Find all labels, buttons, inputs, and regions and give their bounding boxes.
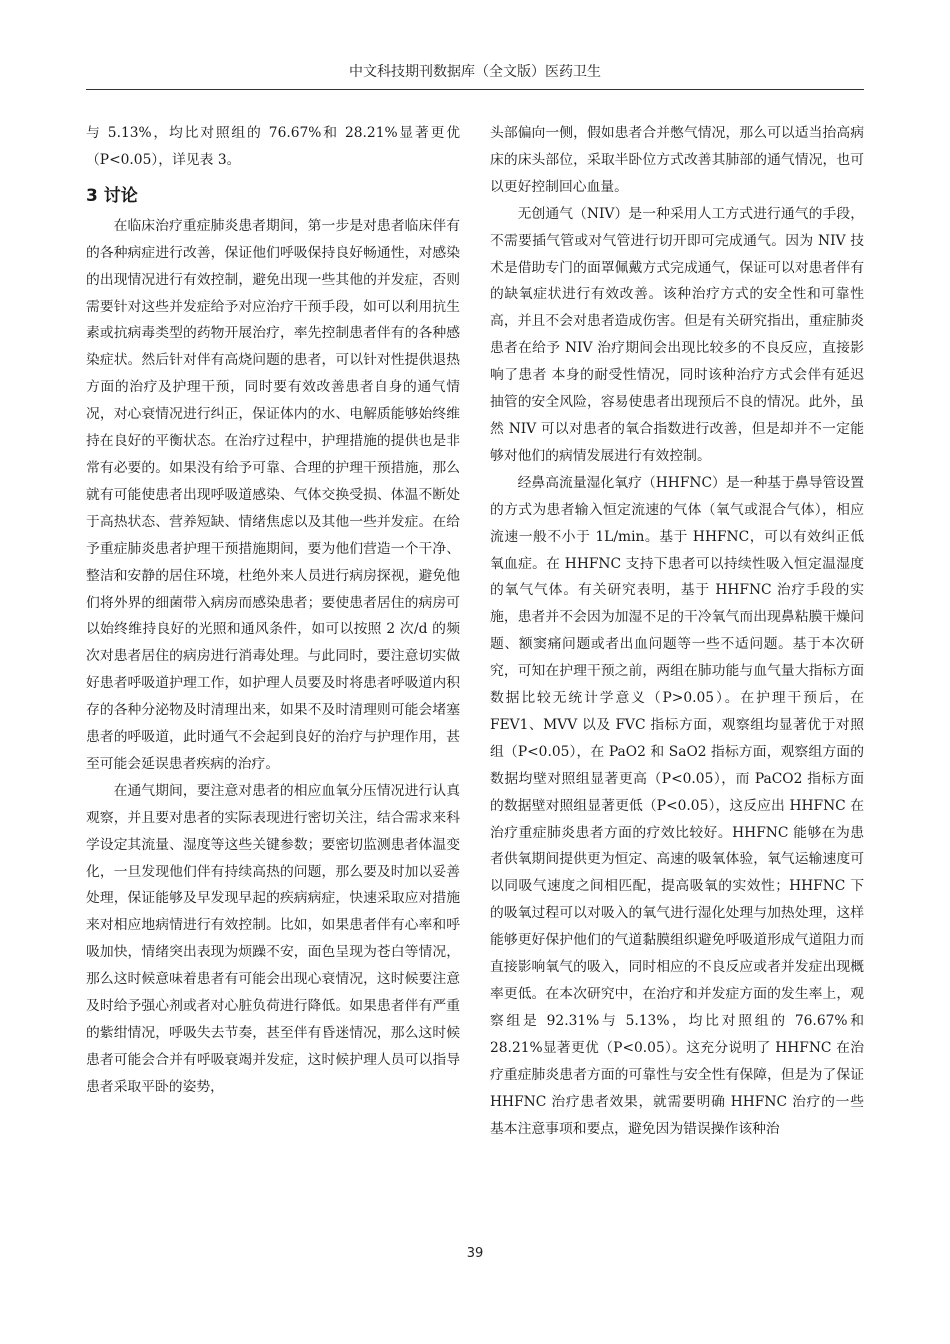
page-number: 39: [466, 1246, 484, 1261]
right-column: [490, 120, 864, 1142]
left-column: [86, 120, 460, 1101]
body-paragraph: 在通气期间，要注意对患者的相应血氧分压情况进行认真观察，并且要对患者的实际表现进行密切关注，结合需求来科学设定其流量、湿度等这些关键参数；要密切监测患者体温变化，一旦发现他们伴有持续高热的问题，那么要及时加以妥善处理，保证能够及早发现早起的疾病病症，快速采取应对措施来对相应地病情进行有效控制。比如，如果患者伴有心率和呼吸加快，情绪突出表现为烦躁不安，面色呈现为苍白等情况，那么这时候意味着患者有可能会出现心衰情况，这时候要注意及时给予强心剂或者对心脏负荷进行降低。如果患者伴有严重的紫绀情况，呼吸失去节奏，甚至伴有昏迷情况，那么这时候患者可能会合并有呼吸衰竭并发症，这时候护理人员可以指导患者采取平卧的姿势，: [86, 782, 460, 1095]
body-paragraph: 经鼻高流量湿化氧疗（HHFNC）是一种基于鼻导管设置的方式为患者输入恒定流速的气体（氧气或混合气体），相应流速一般不小于 1L/min。基于 HHFNC，可以有效纠正低氧血症。在 HHFNC 支持下患者可以持续性吸入恒定温湿度的氧气气体。有关研究表明，基于 HHFNC 治疗手段的实施，患者并不会因为加湿不足的干冷氧气而出现鼻粘膜干燥问题、额窦痛问题或者出血问题等一些不适问题。基于本次研究，可知在护理干预之前，两组在肺功能与血气量大指标方面数据比较无统计学意义（P>0.05）。在护理干预后，在 FEV1、MVV 以及 FVC 指标方面，观察组均显著优于对照组（P<0.05），在 PaO2 和 SaO2 指标方面，观察组方面的数据均壁对照组显著更高（P<0.05），而 PaCO2 指标方面的数据壁对照组显著更低（P<0.05），这反应出 HHFNC 在治疗重症肺炎患者方面的疗效比较好。HHFNC 能够在为患者供氧期间提供更为恒定、高速的吸氧体验，氧气运输速度可以同吸气速度之间相匹配，提高吸氧的实效性；HHFNC 下的吸氧过程可以对吸入的氧气进行湿化处理与加热处理，这样能够更好保护他们的气道黏膜组织避免呼吸道形成气道阻力而直接影响氧气的吸入，同时相应的不良反应或者并发症出现概率更低。在本次研究中，在治疗和并发症方面的发生率上，观察组是 92.31%与 5.13%，均比对照组的 76.67%和 28.21%显著更优（P<0.05）。这充分说明了 HHFNC 在治疗重症肺炎患者方面的可靠性与安全性有保障，但是为了保证 HHFNC 治疗患者效果，就需要明确 HHFNC 治疗的一些基本注意事项和要点，避免因为错误操作该种治: [490, 474, 864, 1137]
body-paragraph: 在临床治疗重症肺炎患者期间，第一步是对患者临床伴有的各种病症进行改善，保证他们呼吸保持良好畅通性，对感染的出现情况进行有效控制，避免出现一些其他的并发症，否则需要针对这些并发症给予对应治疗干预手段，如可以利用抗生素或抗病毒类型的药物开展治疗，率先控制患者伴有的各种感染症状。然后针对伴有高烧问题的患者，可以针对性提供退热方面的治疗及护理干预，同时要有效改善患者自身的通气情况，对心衰情况进行纠正，保证体内的水、电解质能够始终维持在良好的平衡状态。在治疗过程中，护理措施的提供也是非常有必要的。如果没有给予可靠、合理的护理干预措施，那么就有可能使患者出现呼吸道感染、气体交换受损、体温不断处于高热状态、营养短缺、情绪焦虑以及其他一些并发症。在给予重症肺炎患者护理干预措施期间，要为他们营造一个干净、整洁和安静的居住环境，杜绝外来人员进行病房探视，避免他们将外界的细菌带入病房而感染患者；要使患者居住的病房可以始终维持良好的光照和通风条件，如可以按照 2 次/d 的频次对患者居住的病房进行消毒处理。与此同时，要注意切实做好患者呼吸道护理工作，如护理人员要及时将患者呼吸道内积存的各种分泌物及时清理出来，如果不及时清理则可能会堵塞患者的呼吸道，此时通气不会起到良好的治疗与护理作用，甚至可能会延误患者疾病的治疗。: [86, 217, 460, 772]
continuation-paragraph: 头部偏向一侧，假如患者合并憋气情况，那么可以适当抬高病床的床头部位，采取半卧位方式改善其肺部的通气情况，也可以更好控制回心血量。: [490, 125, 864, 195]
body-paragraph: 无创通气（NIV）是一种采用人工方式进行通气的手段，不需要插气管或对气管进行切开即可完成通气。因为 NIV 技术是借助专门的面罩佩戴方式完成通气，保证可以对患者伴有的缺氧症状进行有效改善。该种治疗方式的安全性和可靠性高，并且不会对患者造成伤害。但是有关研究指出，重症肺炎患者在给予 NIV 治疗期间会出现比较多的不良反应，直接影响了患者 本身的耐受性情况，同时该种治疗方式会伴有延迟抽管的安全风险，容易使患者出现预后不良的情况。此外，虽然 NIV 可以对患者的氧合指数进行改善，但是却并不一定能够对他们的病情发展进行有效控制。: [490, 205, 864, 464]
journal-header: 中文科技期刊数据库（全文版）医药卫生: [86, 62, 864, 90]
section-title: 3 讨论: [86, 185, 138, 206]
continuation-paragraph: 与 5.13%，均比对照组的 76.67%和 28.21%显著更优（P<0.05），详见表 3。: [86, 125, 460, 168]
